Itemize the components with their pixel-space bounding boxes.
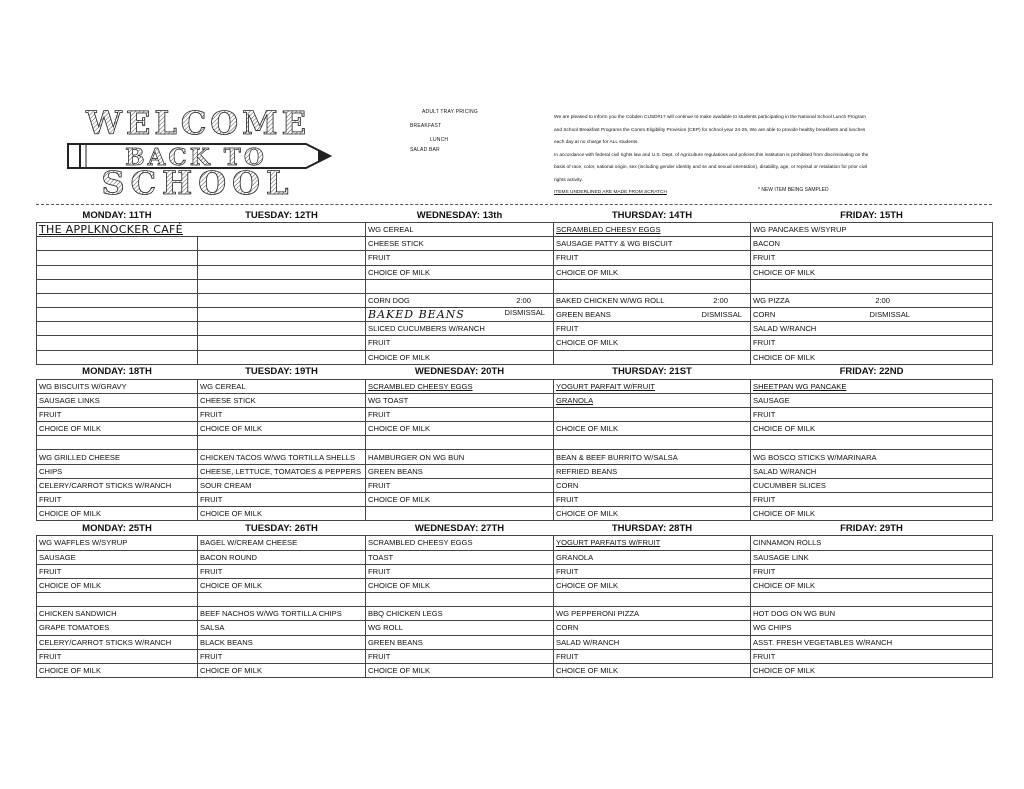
menu-cell: FRUIT bbox=[198, 649, 366, 663]
menu-cell: CHOICE OF MILK bbox=[37, 578, 198, 592]
menu-cell: GRAPE TOMATOES bbox=[37, 621, 198, 635]
lunch-menu-table bbox=[36, 208, 993, 678]
menu-cell: GRANOLA bbox=[554, 550, 751, 564]
menu-cell bbox=[751, 307, 993, 321]
menu-cell: CHOICE OF MILK bbox=[554, 422, 751, 436]
table-row bbox=[37, 379, 993, 393]
menu-cell: CHIPS bbox=[37, 464, 198, 478]
menu-cell: WG CHIPS bbox=[751, 621, 993, 635]
menu-cell: FRUIT bbox=[366, 336, 554, 350]
menu-cell bbox=[366, 507, 554, 521]
menu-cell: CHOICE OF MILK bbox=[751, 663, 993, 677]
scratch-legend: ITEMS UNDERLINED ARE MADE FROM SCRATCH bbox=[554, 190, 667, 195]
menu-cell: CHOICE OF MILK bbox=[554, 265, 751, 279]
menu-cell: BACON bbox=[751, 237, 993, 251]
week3-header-row bbox=[37, 521, 993, 536]
pricing-salad-bar: SALAD BAR bbox=[410, 147, 440, 153]
menu-cell: FRUIT bbox=[366, 564, 554, 578]
notice-line: rights activity. bbox=[554, 177, 583, 183]
menu-cell: CHOICE OF MILK bbox=[366, 350, 554, 364]
menu-cell: WG ROLL bbox=[366, 621, 554, 635]
week1-header-row bbox=[37, 208, 993, 223]
menu-cell: FRUIT bbox=[37, 408, 198, 422]
day-header: FRIDAY: 22ND bbox=[751, 364, 993, 379]
day-header: FRIDAY: 15TH bbox=[751, 208, 993, 223]
menu-cell: SLICED CUCUMBERS W/RANCH bbox=[366, 322, 554, 336]
menu-cell: FRUIT bbox=[37, 493, 198, 507]
menu-cell: CINNAMON ROLLS bbox=[751, 536, 993, 550]
menu-cell: CHICKEN SANDWICH bbox=[37, 607, 198, 621]
welcome-back-logo bbox=[62, 104, 334, 196]
menu-cell: SALAD W/RANCH bbox=[554, 635, 751, 649]
menu-cell: BLACK BEANS bbox=[198, 635, 366, 649]
menu-cell: CHOICE OF MILK bbox=[554, 336, 751, 350]
menu-cell: SAUSAGE bbox=[37, 550, 198, 564]
menu-item: BAKED CHICKEN W/WG ROLL bbox=[556, 295, 665, 305]
menu-item: CORN bbox=[753, 310, 776, 320]
table-row bbox=[37, 663, 993, 677]
pricing-breakfast: BREAKFAST bbox=[410, 123, 442, 129]
table-row bbox=[37, 251, 993, 265]
logo-welcome-text: WELCOME bbox=[86, 104, 310, 142]
menu-cell: CHOICE OF MILK bbox=[751, 265, 993, 279]
table-row bbox=[37, 293, 993, 307]
menu-cell: SCRAMBLED CHEESY EGGS bbox=[366, 379, 554, 393]
menu-cell: HOT DOG ON WG BUN bbox=[751, 607, 993, 621]
menu-cell: SAUSAGE LINKS bbox=[37, 393, 198, 407]
menu-cell: YOGURT PARFAIT W/FRUIT bbox=[554, 379, 751, 393]
menu-cell: CHOICE OF MILK bbox=[37, 422, 198, 436]
menu-cell: FRUIT bbox=[751, 649, 993, 663]
menu-cell: BEAN & BEEF BURRITO W/SALSA bbox=[554, 450, 751, 464]
menu-cell: SALAD W/RANCH bbox=[751, 322, 993, 336]
menu-cell: FRUIT bbox=[366, 251, 554, 265]
notice-line: each day at no charge for ALL students. bbox=[554, 140, 639, 145]
notice-line: basis of race, color, national origin, sex (including gender identity and se and sexual orientation), disability, age, or reprisal or retaliation for prior civil bbox=[554, 165, 868, 170]
day-header: MONDAY: 18TH bbox=[37, 364, 198, 379]
menu-cell: CHOICE OF MILK bbox=[366, 493, 554, 507]
table-row bbox=[37, 393, 993, 407]
table-row bbox=[37, 279, 993, 293]
menu-cell: CHOICE OF MILK bbox=[366, 663, 554, 677]
menu-cell: CHOICE OF MILK bbox=[751, 578, 993, 592]
menu-cell: FRUIT bbox=[751, 336, 993, 350]
menu-cell: ASST. FRESH VEGETABLES W/RANCH bbox=[751, 635, 993, 649]
table-row bbox=[37, 265, 993, 279]
menu-cell: CHEESE STICK bbox=[198, 393, 366, 407]
table-row bbox=[37, 478, 993, 492]
table-row bbox=[37, 307, 993, 321]
menu-cell: SOUR CREAM bbox=[198, 478, 366, 492]
menu-cell: SALAD W/RANCH bbox=[751, 464, 993, 478]
menu-cell: FRUIT bbox=[554, 493, 751, 507]
table-row bbox=[37, 564, 993, 578]
menu-cell: WG BISCUITS W/GRAVY bbox=[37, 379, 198, 393]
menu-cell: CHOICE OF MILK bbox=[554, 663, 751, 677]
menu-cell: CHEESE STICK bbox=[366, 237, 554, 251]
logo-back-to-text: BACK TO bbox=[125, 144, 267, 171]
menu-cell: BAGEL W/CREAM CHEESE bbox=[198, 536, 366, 550]
menu-cell: CHOICE OF MILK bbox=[366, 422, 554, 436]
menu-cell: TOAST bbox=[366, 550, 554, 564]
menu-cell: CHOICE OF MILK bbox=[198, 663, 366, 677]
menu-cell: BACON ROUND bbox=[198, 550, 366, 564]
table-row bbox=[37, 493, 993, 507]
menu-cell: FRUIT bbox=[366, 478, 554, 492]
menu-cell: WG TOAST bbox=[366, 393, 554, 407]
menu-cell: CHOICE OF MILK bbox=[37, 507, 198, 521]
menu-cell: FRUIT bbox=[751, 408, 993, 422]
divider bbox=[36, 204, 992, 205]
menu-cell: FRUIT bbox=[554, 322, 751, 336]
menu-cell: SHEETPAN WG PANCAKE bbox=[751, 379, 993, 393]
table-row bbox=[37, 422, 993, 436]
menu-cell: WG CEREAL bbox=[366, 223, 554, 237]
menu-cell: FRUIT bbox=[37, 564, 198, 578]
menu-cell: CUCUMBER SLICES bbox=[751, 478, 993, 492]
dismissal-time: 2:00 bbox=[875, 295, 890, 305]
menu-cell: HAMBURGER ON WG BUN bbox=[366, 450, 554, 464]
menu-cell bbox=[366, 293, 554, 307]
day-header: TUESDAY: 12TH bbox=[198, 208, 366, 223]
menu-cell: SALSA bbox=[198, 621, 366, 635]
menu-cell: WG GRILLED CHEESE bbox=[37, 450, 198, 464]
day-header: THURSDAY: 14TH bbox=[554, 208, 751, 223]
menu-cell: CHOICE OF MILK bbox=[554, 507, 751, 521]
menu-cell: SAUSAGE LINK bbox=[751, 550, 993, 564]
table-row bbox=[37, 593, 993, 607]
notice-line: and School Breakfast Programs the Comm.Eligibility Provision (CEP) for school year 24-25. We are able to provide healthy breakfasts and lunches bbox=[554, 127, 866, 133]
menu-cell: FRUIT bbox=[198, 493, 366, 507]
week2-header-row bbox=[37, 364, 993, 379]
day-header: WEDNESDAY: 13th bbox=[366, 208, 554, 223]
table-row bbox=[37, 621, 993, 635]
menu-cell: WG WAFFLES W/SYRUP bbox=[37, 536, 198, 550]
menu-cell: CHOICE OF MILK bbox=[366, 578, 554, 592]
menu-cell bbox=[366, 307, 554, 321]
dismissal-time: 2:00 bbox=[516, 295, 531, 305]
menu-cell: WG PEPPERONI PIZZA bbox=[554, 607, 751, 621]
menu-cell: BEEF NACHOS W/WG TORTILLA CHIPS bbox=[198, 607, 366, 621]
menu-cell: CHOICE OF MILK bbox=[366, 265, 554, 279]
menu-item: WG PIZZA bbox=[753, 295, 790, 305]
table-row bbox=[37, 607, 993, 621]
table-row bbox=[37, 223, 993, 237]
menu-cell: SCRAMBLED CHEESY EGGS bbox=[554, 223, 751, 237]
menu-cell: CHOICE OF MILK bbox=[37, 663, 198, 677]
menu-cell: GREEN BEANS bbox=[366, 635, 554, 649]
menu-cell: SAUSAGE bbox=[751, 393, 993, 407]
menu-cell: CHICKEN TACOS W/WG TORTILLA SHELLS bbox=[198, 450, 366, 464]
menu-cell: YOGURT PARFAITS W/FRUIT bbox=[554, 536, 751, 550]
handwritten-item: BAKED BEANS bbox=[368, 308, 465, 322]
menu-cell: CORN bbox=[554, 478, 751, 492]
menu-cell bbox=[554, 307, 751, 321]
menu-cell: CHOICE OF MILK bbox=[751, 422, 993, 436]
pricing-lunch: LUNCH bbox=[430, 137, 449, 143]
menu-cell: WG BOSCO STICKS W/MARINARA bbox=[751, 450, 993, 464]
menu-cell: WG PANCAKES W/SYRUP bbox=[751, 223, 993, 237]
menu-item: CORN DOG bbox=[368, 295, 410, 305]
day-header: MONDAY: 11TH bbox=[37, 208, 198, 223]
menu-cell: SCRAMBLED CHEESY EGGS bbox=[366, 536, 554, 550]
table-row bbox=[37, 649, 993, 663]
day-header: MONDAY: 25TH bbox=[37, 521, 198, 536]
table-row bbox=[37, 450, 993, 464]
menu-cell: CHEESE, LETTUCE, TOMATOES & PEPPERS bbox=[198, 464, 366, 478]
table-row bbox=[37, 350, 993, 364]
menu-cell: CHOICE OF MILK bbox=[554, 578, 751, 592]
table-row bbox=[37, 536, 993, 550]
menu-cell bbox=[751, 293, 993, 307]
table-row bbox=[37, 578, 993, 592]
menu-cell: FRUIT bbox=[751, 564, 993, 578]
day-header: TUESDAY: 19TH bbox=[198, 364, 366, 379]
table-row bbox=[37, 464, 993, 478]
table-row bbox=[37, 322, 993, 336]
menu-cell: FRUIT bbox=[366, 649, 554, 663]
menu-item: GREEN BEANS bbox=[556, 310, 611, 320]
menu-cell: FRUIT bbox=[366, 408, 554, 422]
notice-line: We are pleased to inform you the Cobden CUSD#17 will continue to make available to students participating in the National School Lunch Program bbox=[554, 115, 866, 120]
menu-cell: BBQ CHICKEN LEGS bbox=[366, 607, 554, 621]
menu-cell: FRUIT bbox=[198, 564, 366, 578]
menu-cell: CELERY/CARROT STICKS W/RANCH bbox=[37, 478, 198, 492]
table-row bbox=[37, 550, 993, 564]
table-row bbox=[37, 237, 993, 251]
menu-cell: CELERY/CARROT STICKS W/RANCH bbox=[37, 635, 198, 649]
notice-line: In accordance with federal civil rights law and U.S. Dept. of Agriculture regulations and policies,this institution is prohibited from discriminating on the bbox=[554, 152, 869, 158]
menu-cell: GRANOLA bbox=[554, 393, 751, 407]
cafe-name-cell bbox=[37, 223, 366, 237]
dismissal-time: 2:00 bbox=[713, 295, 728, 305]
menu-cell: FRUIT bbox=[554, 564, 751, 578]
dismissal-label: DISMISSAL bbox=[504, 308, 545, 318]
day-header: TUESDAY: 26TH bbox=[198, 521, 366, 536]
menu-cell: GREEN BEANS bbox=[366, 464, 554, 478]
dismissal-label: DISMISSAL bbox=[869, 310, 910, 320]
cafe-name: THE APPLKNOCKER CAFÉ bbox=[39, 223, 183, 237]
menu-cell: CHOICE OF MILK bbox=[198, 422, 366, 436]
menu-cell: REFRIED BEANS bbox=[554, 464, 751, 478]
menu-cell: FRUIT bbox=[751, 251, 993, 265]
table-row bbox=[37, 507, 993, 521]
logo-school-text: SCHOOL bbox=[101, 164, 295, 196]
menu-cell: CORN bbox=[554, 621, 751, 635]
menu-cell bbox=[554, 408, 751, 422]
table-row bbox=[37, 408, 993, 422]
new-item-legend: * NEW ITEM BEING SAMPLED bbox=[758, 187, 829, 193]
pricing-title: ADULT TRAY PRICING bbox=[422, 109, 478, 115]
menu-cell: FRUIT bbox=[554, 251, 751, 265]
menu-cell: FRUIT bbox=[751, 493, 993, 507]
menu-cell: CHOICE OF MILK bbox=[751, 350, 993, 364]
menu-cell: SAUSAGE PATTY & WG BISCUIT bbox=[554, 237, 751, 251]
day-header: FRIDAY: 29TH bbox=[751, 521, 993, 536]
menu-cell: FRUIT bbox=[198, 408, 366, 422]
day-header: THURSDAY: 28TH bbox=[554, 521, 751, 536]
table-row bbox=[37, 436, 993, 450]
dismissal-label: DISMISSAL bbox=[701, 310, 742, 320]
menu-cell: CHOICE OF MILK bbox=[751, 507, 993, 521]
day-header: WEDNESDAY: 20TH bbox=[366, 364, 554, 379]
menu-cell: FRUIT bbox=[37, 649, 198, 663]
menu-cell bbox=[554, 293, 751, 307]
menu-cell: CHOICE OF MILK bbox=[198, 507, 366, 521]
table-row bbox=[37, 336, 993, 350]
day-header: THURSDAY: 21ST bbox=[554, 364, 751, 379]
menu-cell: CHOICE OF MILK bbox=[198, 578, 366, 592]
menu-cell: WG CEREAL bbox=[198, 379, 366, 393]
day-header: WEDNESDAY: 27TH bbox=[366, 521, 554, 536]
menu-cell: FRUIT bbox=[554, 649, 751, 663]
table-row bbox=[37, 635, 993, 649]
